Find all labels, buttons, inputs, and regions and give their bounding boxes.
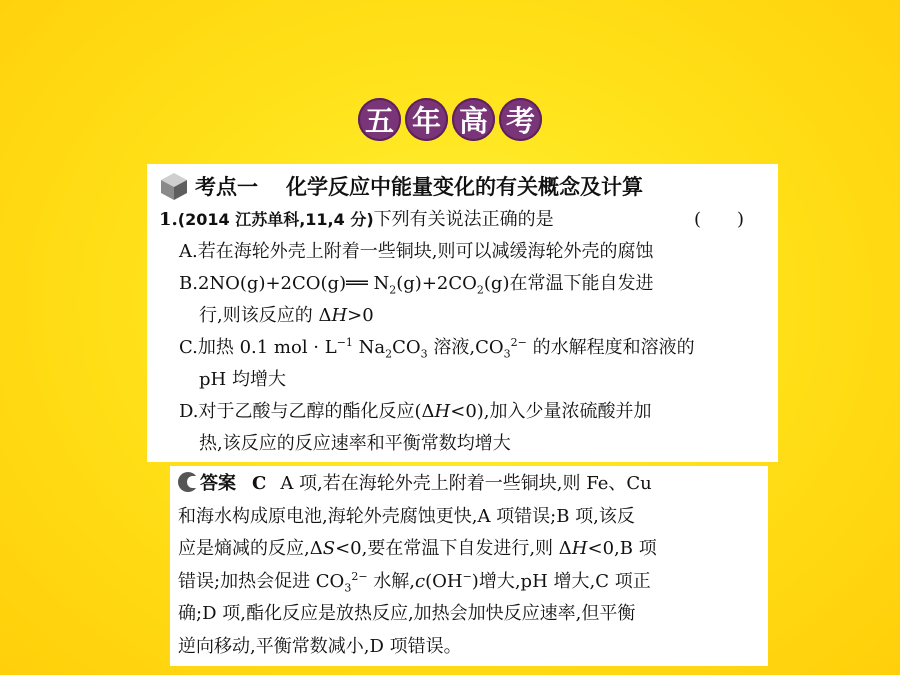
option-d: D.对于乙酸与乙醇的酯化反应(ΔH<0),加入少量浓硫酸并加: [179, 401, 652, 422]
answer-blank: ( ): [693, 209, 744, 230]
answer-choice: C: [252, 473, 267, 494]
question-stem: [159, 204, 768, 236]
topic-label: 考点一: [195, 175, 258, 199]
question-source: (2014 江苏单科,11,4 分): [177, 210, 374, 229]
topic-text: 化学反应中能量变化的有关概念及计算: [286, 175, 643, 199]
answer-card: [170, 466, 768, 666]
answer-label: 答案: [200, 473, 236, 494]
option-c-cont: pH 均增大: [199, 369, 286, 390]
title-char: 五: [358, 98, 401, 141]
option-b: B.2NO(g)+2CO(g)══ $N_2(g)+2CO_2(g)$在常温下能自发进: [179, 273, 654, 297]
cube-icon: [159, 171, 189, 201]
question-number: 1.: [159, 209, 178, 230]
explanation-line: 错误;加热会促进 $CO_3^{2-}$ 水解,c(OH−)增大,pH 增大,C 项正: [178, 569, 651, 595]
explanation-line: 逆向移动,平衡常数减小,D 项错误。: [178, 635, 462, 657]
option-d-cont: 热,该反应的反应速率和平衡常数均增大: [199, 433, 511, 454]
answer-line: [178, 468, 760, 501]
section-title: [0, 98, 900, 141]
explanation-line: 和海水构成原电池,海轮外壳腐蚀更快,A 项错误;B 项,该反: [178, 505, 635, 527]
question-card: [147, 164, 778, 462]
option-a: A.若在海轮外壳上附着一些铜块,则可以减缓海轮外壳的腐蚀: [179, 241, 654, 262]
title-char: 考: [499, 98, 542, 141]
explanation-line: A 项,若在海轮外壳上附着一些铜块,则 Fe、Cu: [280, 473, 652, 494]
option-c: C.加热 0.1 mol · $L^{-1}$ $Na_2CO_3$ 溶液$,CO_3^{2-}$ 的水解程度和溶液的: [179, 336, 695, 361]
answer-icon: [178, 472, 198, 492]
topic-heading: [159, 168, 768, 204]
question-text: 下列有关说法正确的是: [373, 209, 554, 230]
option-b-cont: 行,则该反应的 ΔH>0: [199, 305, 374, 326]
title-char: 年: [405, 98, 448, 141]
explanation-line: 应是熵减的反应,ΔS<0,要在常温下自发进行,则 ΔH<0,B 项: [178, 538, 657, 559]
explanation-line: 确;D 项,酯化反应是放热反应,加热会加快反应速率,但平衡: [178, 603, 636, 624]
title-char: 高: [452, 98, 495, 141]
